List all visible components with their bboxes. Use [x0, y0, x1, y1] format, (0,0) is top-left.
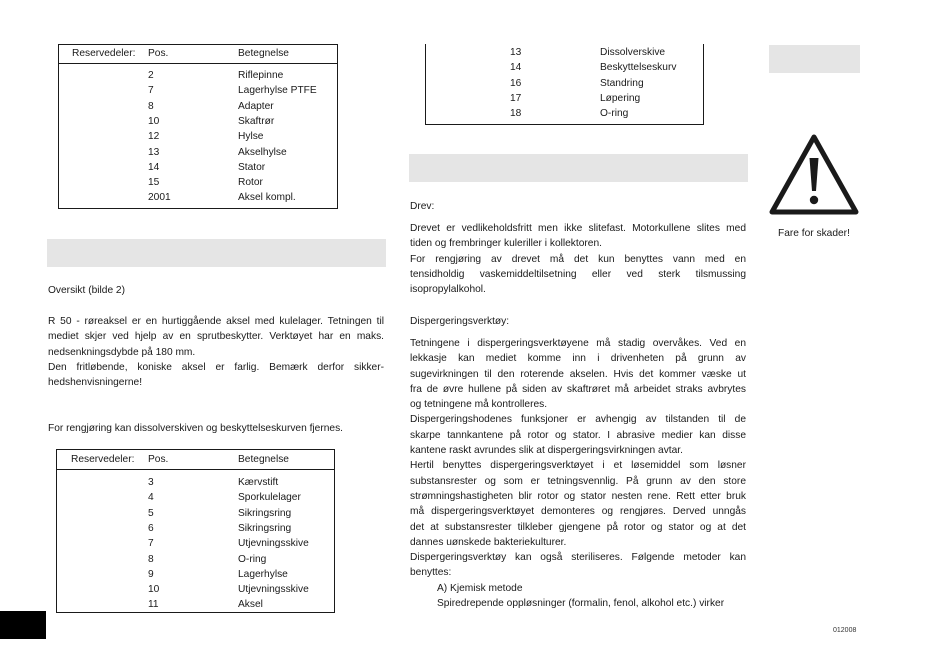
tool-description	[410, 336, 746, 611]
pos-cell: 13	[148, 146, 160, 158]
designation-cell: Aksel	[238, 599, 263, 611]
header-pos: Pos.	[148, 48, 169, 59]
tool-line: benyttes:	[410, 567, 452, 579]
tool-line: det at substansrester tilkleber gjengene på rotor og stator og at det	[410, 521, 746, 533]
table-row	[59, 145, 337, 160]
designation-cell: Rotor	[238, 177, 263, 189]
table-row	[57, 490, 334, 505]
designation-cell: Lagerhylse PTFE	[238, 85, 317, 97]
pos-cell: 11	[148, 599, 159, 611]
pos-cell: 15	[148, 177, 160, 189]
r50-line: Den fritløbende, koniske aksel er farlig. Bemærk derfor sikker-	[48, 361, 384, 373]
tool-line: Dispergeringshodenes funksjoner er avhengig av tilstanden til de	[410, 414, 746, 426]
pos-cell: 18	[510, 108, 522, 120]
drev-line: For rengjøring av drevet må det kun benyttes vann med en	[410, 253, 746, 265]
tool-line: lekkasje kan mediet komme inn i drivenheten på grunn av	[410, 353, 746, 365]
tool-line: skarpe tannkantene på rotor og stator. I abrasive medier kan disse	[410, 429, 746, 441]
drev-line: isopropylalkohol.	[410, 284, 486, 296]
table-row	[57, 582, 334, 597]
section-heading-bar-middle	[409, 154, 748, 182]
overview-heading: Oversikt (bilde 2)	[48, 285, 125, 296]
table-row	[57, 475, 334, 490]
table-row	[57, 597, 334, 612]
pos-cell: 12	[148, 131, 160, 143]
table-row	[59, 129, 337, 144]
header-reservedeler: Reservedeler:	[72, 48, 136, 59]
warning-caption: Fare for skader!	[778, 228, 850, 239]
designation-cell: Adapter	[238, 100, 274, 112]
designation-cell: Sikringsring	[238, 522, 292, 534]
tool-line: og tetningene må kontrolleres.	[410, 399, 548, 411]
designation-cell: Lagerhylse	[238, 568, 288, 580]
designation-cell: Sporkulelager	[238, 492, 301, 504]
page-tab-marker	[0, 611, 46, 639]
tool-line: Dispergeringsverktøy kan også steriliseres. Følgende metoder kan	[410, 552, 746, 564]
designation-cell: O-ring	[600, 108, 629, 120]
table-header	[57, 450, 334, 470]
pos-cell: 14	[510, 62, 522, 74]
designation-cell: Standring	[600, 77, 644, 89]
table-row	[59, 99, 337, 114]
pos-cell: 3	[148, 477, 154, 488]
designation-cell: Sikringsring	[238, 507, 292, 519]
method-a: A) Kjemisk metode	[437, 582, 523, 594]
table-row	[426, 106, 703, 121]
table-row	[57, 552, 334, 567]
table-header	[59, 45, 337, 64]
pos-cell: 8	[148, 100, 154, 112]
tool-line: Hertil benyttes dispergeringsverktøyet i et løsemiddel som løsner	[410, 460, 746, 472]
drev-heading: Drev:	[410, 201, 435, 212]
designation-cell: Løpering	[600, 92, 641, 104]
designation-cell: Hylse	[238, 131, 264, 143]
pos-cell: 14	[148, 161, 160, 173]
tool-line: strømningshastigheten blir rotor og stator nesten rene. Rett etter bruk	[410, 490, 746, 502]
tool-heading: Dispergeringsverktøy:	[410, 316, 510, 327]
spare-parts-table-bottom	[56, 449, 335, 613]
pos-cell: 2001	[148, 192, 171, 204]
designation-cell: Stator	[238, 161, 266, 173]
table-row	[426, 91, 703, 106]
designation-cell: Riflepinne	[238, 70, 284, 81]
pos-cell: 4	[148, 492, 154, 504]
pos-cell: 5	[148, 507, 154, 519]
table-row	[57, 521, 334, 536]
designation-cell: Beskyttelseskurv	[600, 62, 677, 74]
r50-line: nedsenkningsdybde på 180 mm.	[48, 346, 196, 358]
r50-description	[48, 314, 384, 390]
drev-line: Drevet er vedlikeholdsfritt men ikke slitefast. Motorkullene slites med	[410, 223, 746, 234]
spare-parts-table-top	[58, 44, 338, 209]
table-row	[59, 68, 337, 83]
table-row	[57, 567, 334, 582]
pos-cell: 2	[148, 70, 154, 81]
designation-cell: Aksel kompl.	[238, 192, 296, 204]
method-a-description: Spiredrepende oppløsninger (formalin, fenol, alkohol etc.) virker	[437, 598, 725, 610]
page-code: 012008	[833, 627, 857, 634]
spare-parts-table-continued	[425, 44, 704, 125]
pos-cell: 9	[148, 568, 154, 580]
header-betegnelse: Betegnelse	[238, 454, 289, 465]
warning-triangle-icon	[768, 133, 860, 216]
designation-cell: Utjevningsskive	[238, 584, 309, 596]
cleaning-note: For rengjøring kan dissolverskiven og beskyttelseskurven fjernes.	[48, 423, 343, 434]
drev-line: tiden og frembringer kuleriller i kollektoren.	[410, 238, 602, 250]
pos-cell: 17	[510, 92, 522, 104]
pos-cell: 10	[148, 115, 160, 127]
pos-cell: 6	[148, 522, 154, 534]
drev-description	[410, 221, 746, 297]
section-heading-bar-left	[47, 239, 386, 267]
tool-line: må dispergeringsverktøyet demonteres og rengjøres. Derved unngås	[410, 506, 746, 518]
table-row	[59, 83, 337, 98]
drev-line: tensidholdig vaskemiddeltilsetning eller ved sterk tilsmussing	[410, 268, 746, 280]
designation-cell: Utjevningsskive	[238, 538, 309, 550]
pos-cell: 10	[148, 584, 160, 596]
designation-cell: Kærvstift	[238, 477, 279, 488]
table-row	[59, 175, 337, 190]
pos-cell: 8	[148, 553, 154, 565]
header-pos: Pos.	[148, 454, 169, 465]
header-betegnelse: Betegnelse	[238, 48, 289, 59]
table-row	[426, 60, 703, 75]
tool-line: substansrester og som er tetningsvennlig. På grunn av den store	[410, 475, 746, 487]
section-heading-bar-right	[769, 45, 860, 73]
table-row	[59, 114, 337, 129]
designation-cell: Skaftrør	[238, 115, 275, 127]
r50-line: R 50 - røreaksel er en hurtiggående aksel med kulelager. Tetningen til	[48, 316, 384, 327]
table-row	[426, 45, 703, 60]
pos-cell: 16	[510, 77, 522, 89]
table-row	[57, 536, 334, 551]
table-row	[57, 506, 334, 521]
designation-cell: Akselhylse	[238, 146, 287, 158]
tool-line: Tetningene i dispergeringsverktøyene må stadig overvåkes. Ved en	[410, 338, 746, 349]
table-row	[59, 160, 337, 175]
designation-cell: Dissolverskive	[600, 47, 666, 58]
header-reservedeler: Reservedeler:	[71, 454, 135, 465]
pos-cell: 7	[148, 85, 154, 97]
table-row	[59, 190, 337, 205]
table-row	[426, 76, 703, 91]
tool-line: dannes uønskede bakteriekulturer.	[410, 536, 567, 548]
r50-line: mediet skjer ved hjelp av en sprutbeskytter. Verktøyet har en maks.	[48, 331, 384, 343]
tool-line: sugevirkningen til den roterende akselen. Hvis det kommer væske ut	[410, 368, 746, 380]
pos-cell: 13	[510, 47, 522, 58]
designation-cell: O-ring	[238, 553, 267, 565]
tool-line: fra de øvre hullene på siden av skaftrøret må arbeidet straks avbrytes	[410, 383, 746, 395]
r50-line: hedshenvisningerne!	[48, 377, 143, 389]
pos-cell: 7	[148, 538, 154, 550]
tool-line: kantene raskt avrundes slik at dispergeringsvirkningen avtar.	[410, 445, 683, 457]
